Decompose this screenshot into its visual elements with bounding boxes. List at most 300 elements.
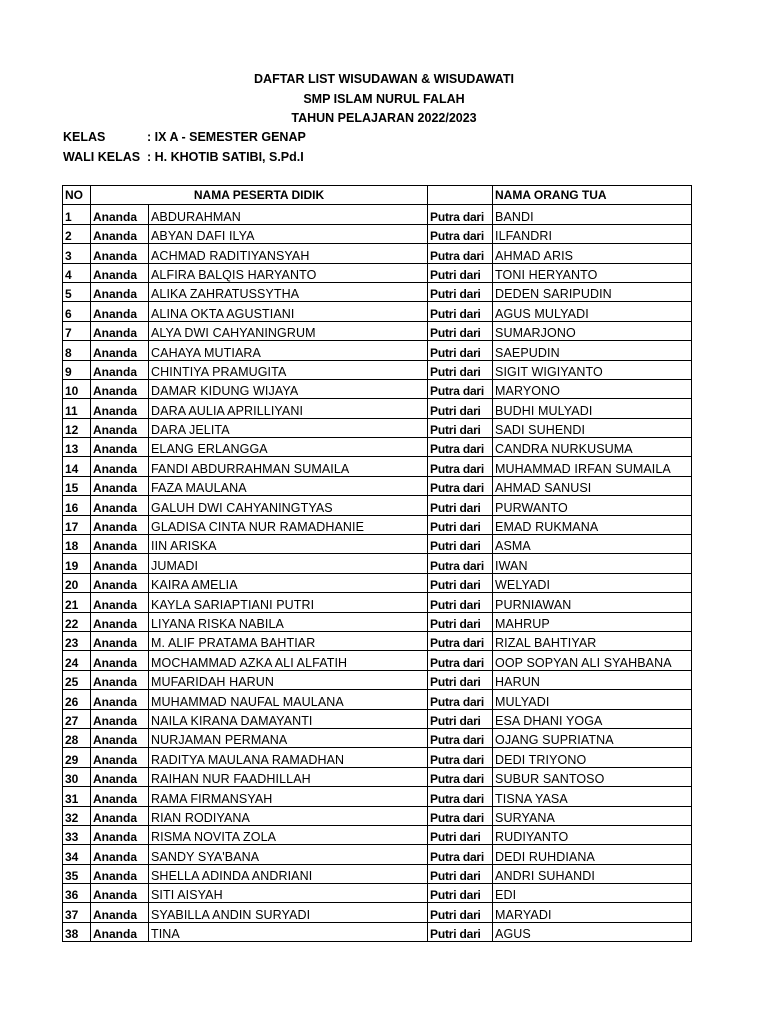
student-name: ALFIRA BALQIS HARYANTO [151, 267, 317, 282]
student-name-cell [149, 321, 428, 340]
parent-name: ANDRI SUHANDI [495, 869, 595, 884]
row-number-cell [63, 515, 91, 534]
student-name: JUMADI [151, 558, 199, 573]
relation-label-cell [428, 224, 493, 243]
row-number-cell [63, 825, 91, 844]
row-number-cell [63, 379, 91, 398]
parent-name-cell [493, 787, 692, 806]
relation-label-cell [428, 302, 493, 321]
parent-name: PURWANTO [495, 500, 568, 515]
header-relation [428, 186, 493, 205]
parent-name-cell [493, 457, 692, 476]
row-prefix: Ananda [93, 694, 138, 709]
relation-label: Putra dari [430, 558, 485, 573]
student-name: M. ALIF PRATAMA BAHTIAR [151, 636, 316, 651]
row-prefix: Ananda [93, 384, 138, 399]
row-prefix-cell [91, 728, 149, 747]
table-row [63, 903, 692, 922]
parent-name: BUDHI MULYADI [495, 403, 593, 418]
relation-label: Putri dari [430, 597, 481, 612]
parent-name-cell [493, 593, 692, 612]
row-number-cell [63, 845, 91, 864]
row-prefix: Ananda [93, 655, 138, 670]
row-number-cell [63, 263, 91, 282]
relation-label-cell [428, 651, 493, 670]
row-prefix-cell [91, 282, 149, 301]
parent-name-cell [493, 302, 692, 321]
row-number: 34 [65, 849, 79, 864]
parent-name-cell [493, 709, 692, 728]
relation-label-cell [428, 418, 493, 437]
student-name-cell [149, 554, 428, 573]
row-number: 10 [65, 384, 79, 399]
table-row [63, 922, 692, 941]
row-number-cell [63, 399, 91, 418]
row-prefix-cell [91, 360, 149, 379]
table-body [63, 205, 692, 942]
row-number: 28 [65, 733, 79, 748]
row-number: 17 [65, 520, 79, 535]
table-row [63, 438, 692, 457]
table-header-row [63, 186, 692, 205]
table-row [63, 709, 692, 728]
student-name: SYABILLA ANDIN SURYADI [151, 907, 311, 922]
class-row [63, 128, 306, 148]
parent-name: WELYADI [495, 578, 551, 593]
table-row [63, 612, 692, 631]
row-number: 27 [65, 713, 79, 728]
student-name-cell [149, 670, 428, 689]
row-prefix: Ananda [93, 849, 138, 864]
row-prefix-cell [91, 496, 149, 515]
row-prefix-cell [91, 767, 149, 786]
student-name: MUHAMMAD NAUFAL MAULANA [151, 694, 344, 709]
parent-name-cell [493, 515, 692, 534]
parent-name-cell [493, 379, 692, 398]
parent-name: TONI HERYANTO [495, 267, 598, 282]
row-number-cell [63, 864, 91, 883]
parent-name: HARUN [495, 675, 540, 690]
row-number: 33 [65, 830, 79, 845]
row-prefix: Ananda [93, 364, 138, 379]
row-prefix: Ananda [93, 326, 138, 341]
relation-label: Putri dari [430, 500, 481, 515]
table-row [63, 767, 692, 786]
relation-label: Putra dari [430, 481, 485, 496]
student-name: MUFARIDAH HARUN [151, 675, 275, 690]
document-title: DAFTAR LIST WISUDAWAN & WISUDAWATI [254, 72, 514, 86]
student-name: NAILA KIRANA DAMAYANTI [151, 713, 313, 728]
parent-name: OOP SOPYAN ALI SYAHBANA [495, 655, 672, 670]
student-name-cell [149, 360, 428, 379]
student-name-cell [149, 825, 428, 844]
relation-label: Putri dari [430, 267, 481, 282]
relation-label: Putra dari [430, 384, 485, 399]
parent-name: RUDIYANTO [495, 830, 569, 845]
row-number-cell [63, 728, 91, 747]
class-info [63, 128, 306, 167]
homeroom-teacher-label: WALI KELAS [63, 149, 141, 164]
parent-name: EMAD RUKMANA [495, 520, 599, 535]
parent-name: MAHRUP [495, 616, 550, 631]
parent-name-cell [493, 321, 692, 340]
row-prefix-cell [91, 864, 149, 883]
table-row [63, 205, 692, 224]
relation-label-cell [428, 205, 493, 224]
graduate-table [62, 185, 692, 942]
student-name: SITI AISYAH [151, 888, 223, 903]
row-number-cell [63, 651, 91, 670]
student-name-cell [149, 845, 428, 864]
parent-name: MARYADI [495, 907, 552, 922]
table-row [63, 476, 692, 495]
table-row [63, 457, 692, 476]
row-prefix-cell [91, 457, 149, 476]
parent-name-cell [493, 845, 692, 864]
relation-label: Putra dari [430, 229, 485, 244]
parent-name-cell [493, 573, 692, 592]
relation-label: Putra dari [430, 694, 485, 709]
row-prefix-cell [91, 535, 149, 554]
relation-label: Putra dari [430, 733, 485, 748]
relation-label-cell [428, 282, 493, 301]
parent-name-cell [493, 767, 692, 786]
row-prefix-cell [91, 205, 149, 224]
parent-name-cell [493, 806, 692, 825]
row-number-cell [63, 457, 91, 476]
row-prefix: Ananda [93, 500, 138, 515]
row-number: 11 [65, 403, 78, 418]
student-name-cell [149, 438, 428, 457]
row-number: 26 [65, 694, 79, 709]
relation-label-cell [428, 690, 493, 709]
parent-name: DEDI TRIYONO [495, 752, 587, 767]
row-number: 18 [65, 539, 79, 554]
row-prefix: Ananda [93, 209, 138, 224]
row-prefix-cell [91, 379, 149, 398]
row-number-cell [63, 767, 91, 786]
row-number-cell [63, 903, 91, 922]
relation-label: Putri dari [430, 326, 481, 341]
row-prefix-cell [91, 709, 149, 728]
homeroom-teacher-value: : H. KHOTIB SATIBI, S.Pd.I [147, 149, 304, 164]
student-name-cell [149, 263, 428, 282]
relation-label: Putri dari [430, 423, 481, 438]
parent-name: EDI [495, 888, 517, 903]
relation-label: Putra dari [430, 810, 485, 825]
relation-label-cell [428, 244, 493, 263]
relation-label: Putra dari [430, 248, 485, 263]
student-name-cell [149, 282, 428, 301]
row-number: 3 [65, 248, 72, 263]
row-prefix: Ananda [93, 287, 138, 302]
student-name-cell [149, 884, 428, 903]
relation-label: Putra dari [430, 791, 485, 806]
row-number: 38 [65, 927, 79, 942]
row-number-cell [63, 554, 91, 573]
relation-label-cell [428, 535, 493, 554]
row-prefix: Ananda [93, 423, 138, 438]
student-name-cell [149, 709, 428, 728]
table-row [63, 787, 692, 806]
row-prefix-cell [91, 845, 149, 864]
student-name-cell [149, 476, 428, 495]
table-row [63, 651, 692, 670]
class-value: : IX A - SEMESTER GENAP [147, 130, 306, 144]
relation-label-cell [428, 806, 493, 825]
student-name: DARA JELITA [151, 423, 230, 438]
parent-name-cell [493, 903, 692, 922]
relation-label-cell [428, 787, 493, 806]
row-prefix-cell [91, 922, 149, 941]
header-no: NO [63, 186, 91, 205]
relation-label-cell [428, 476, 493, 495]
student-name-cell [149, 767, 428, 786]
row-prefix: Ananda [93, 248, 138, 263]
row-number-cell [63, 496, 91, 515]
row-prefix: Ananda [93, 675, 138, 690]
row-number-cell [63, 205, 91, 224]
table-row [63, 825, 692, 844]
table-row [63, 573, 692, 592]
parent-name: IWAN [495, 558, 528, 573]
homeroom-teacher-row [63, 148, 306, 168]
row-prefix-cell [91, 399, 149, 418]
student-name: ALYA DWI CAHYANINGRUM [151, 326, 316, 341]
row-prefix-cell [91, 321, 149, 340]
student-name-cell [149, 535, 428, 554]
row-prefix: Ananda [93, 481, 138, 496]
row-number-cell [63, 302, 91, 321]
row-prefix: Ananda [93, 442, 138, 457]
row-prefix-cell [91, 651, 149, 670]
relation-label: Putri dari [430, 888, 481, 903]
parent-name-cell [493, 690, 692, 709]
student-name: ELANG ERLANGGA [151, 442, 268, 457]
student-name-cell [149, 457, 428, 476]
table-row [63, 554, 692, 573]
table-row [63, 282, 692, 301]
row-prefix: Ananda [93, 636, 138, 651]
row-prefix-cell [91, 690, 149, 709]
row-prefix: Ananda [93, 578, 138, 593]
student-name-cell [149, 302, 428, 321]
parent-name: AGUS [495, 927, 531, 942]
parent-name: SUMARJONO [495, 326, 576, 341]
row-number-cell [63, 360, 91, 379]
row-number: 15 [65, 481, 79, 496]
parent-name-cell [493, 438, 692, 457]
row-number: 8 [65, 345, 72, 360]
parent-name: AGUS MULYADI [495, 306, 589, 321]
row-number-cell [63, 709, 91, 728]
relation-label-cell [428, 612, 493, 631]
row-number: 35 [65, 869, 79, 884]
student-name-cell [149, 496, 428, 515]
student-name-cell [149, 593, 428, 612]
student-name-cell [149, 631, 428, 650]
relation-label: Putra dari [430, 655, 485, 670]
row-prefix-cell [91, 515, 149, 534]
row-prefix-cell [91, 244, 149, 263]
relation-label: Putri dari [430, 675, 481, 690]
parent-name-cell [493, 205, 692, 224]
table-row [63, 864, 692, 883]
row-number-cell [63, 341, 91, 360]
student-name-cell [149, 612, 428, 631]
parent-name: TISNA YASA [495, 791, 568, 806]
row-prefix: Ananda [93, 791, 138, 806]
relation-label-cell [428, 709, 493, 728]
parent-name-cell [493, 282, 692, 301]
student-name-cell [149, 244, 428, 263]
relation-label: Putra dari [430, 772, 485, 787]
relation-label: Putri dari [430, 907, 481, 922]
row-number-cell [63, 922, 91, 941]
parent-name: MULYADI [495, 694, 550, 709]
parent-name: BANDI [495, 209, 534, 224]
table-row [63, 360, 692, 379]
student-name-cell [149, 922, 428, 941]
parent-name-cell [493, 263, 692, 282]
student-name-cell [149, 573, 428, 592]
parent-name: SURYANA [495, 810, 555, 825]
student-name: CAHAYA MUTIARA [151, 345, 261, 360]
student-name: ALINA OKTA AGUSTIANI [151, 306, 295, 321]
student-name-cell [149, 224, 428, 243]
relation-label-cell [428, 573, 493, 592]
relation-label-cell [428, 457, 493, 476]
row-number: 23 [65, 636, 79, 651]
row-number: 20 [65, 578, 79, 593]
student-name-cell [149, 418, 428, 437]
table-row [63, 670, 692, 689]
table-row [63, 728, 692, 747]
table-row [63, 748, 692, 767]
parent-name-cell [493, 399, 692, 418]
relation-label-cell [428, 399, 493, 418]
parent-name-cell [493, 244, 692, 263]
relation-label-cell [428, 438, 493, 457]
parent-name: OJANG SUPRIATNA [495, 733, 614, 748]
table-row [63, 379, 692, 398]
table-row [63, 496, 692, 515]
row-number-cell [63, 690, 91, 709]
table-row [63, 631, 692, 650]
relation-label-cell [428, 864, 493, 883]
row-number: 6 [65, 306, 72, 321]
student-name-cell [149, 690, 428, 709]
student-name-cell [149, 379, 428, 398]
student-name: LIYANA RISKA NABILA [151, 616, 284, 631]
table-row [63, 884, 692, 903]
row-number: 21 [65, 597, 79, 612]
row-prefix: Ananda [93, 520, 138, 535]
row-number: 1 [65, 209, 72, 224]
parent-name-cell [493, 825, 692, 844]
relation-label-cell [428, 631, 493, 650]
student-name: ABYAN DAFI ILYA [151, 229, 255, 244]
student-name: TINA [151, 927, 180, 942]
relation-label: Putra dari [430, 209, 485, 224]
row-prefix-cell [91, 903, 149, 922]
row-prefix-cell [91, 341, 149, 360]
student-name-cell [149, 399, 428, 418]
parent-name: ESA DHANI YOGA [495, 713, 603, 728]
row-number: 16 [65, 500, 79, 515]
table-row [63, 399, 692, 418]
relation-label-cell [428, 845, 493, 864]
row-prefix: Ananda [93, 927, 138, 942]
table-row [63, 593, 692, 612]
row-prefix-cell [91, 554, 149, 573]
parent-name: CANDRA NURKUSUMA [495, 442, 633, 457]
relation-label: Putra dari [430, 636, 485, 651]
relation-label: Putri dari [430, 616, 481, 631]
row-number-cell [63, 224, 91, 243]
table-row [63, 224, 692, 243]
row-prefix-cell [91, 825, 149, 844]
parent-name-cell [493, 341, 692, 360]
row-prefix-cell [91, 224, 149, 243]
parent-name: MUHAMMAD IRFAN SUMAILA [495, 461, 671, 476]
student-name: CHINTIYA PRAMUGITA [151, 364, 287, 379]
school-name: SMP ISLAM NURUL FALAH [303, 91, 465, 106]
student-name: NURJAMAN PERMANA [151, 733, 288, 748]
student-name-cell [149, 341, 428, 360]
parent-name-cell [493, 418, 692, 437]
row-prefix: Ananda [93, 616, 138, 631]
parent-name-cell [493, 496, 692, 515]
row-prefix: Ananda [93, 306, 138, 321]
table-row [63, 845, 692, 864]
student-name-cell [149, 787, 428, 806]
row-number-cell [63, 244, 91, 263]
row-prefix: Ananda [93, 888, 138, 903]
parent-name-cell [493, 884, 692, 903]
parent-name: PURNIAWAN [495, 597, 572, 612]
row-prefix: Ananda [93, 597, 138, 612]
row-prefix: Ananda [93, 733, 138, 748]
header-student-name: NAMA PESERTA DIDIK [91, 186, 428, 205]
row-number: 9 [65, 364, 72, 379]
row-number-cell [63, 612, 91, 631]
parent-name-cell [493, 224, 692, 243]
relation-label: Putri dari [430, 869, 481, 884]
row-prefix-cell [91, 573, 149, 592]
parent-name-cell [493, 360, 692, 379]
row-number-cell [63, 631, 91, 650]
row-number-cell [63, 418, 91, 437]
parent-name-cell [493, 631, 692, 650]
parent-name: SIGIT WIGIYANTO [495, 364, 603, 379]
relation-label: Putri dari [430, 578, 481, 593]
parent-name: ASMA [495, 539, 531, 554]
row-prefix-cell [91, 612, 149, 631]
row-number: 14 [65, 461, 79, 476]
parent-name-cell [493, 748, 692, 767]
relation-label: Putri dari [430, 287, 481, 302]
row-prefix: Ananda [93, 345, 138, 360]
row-prefix: Ananda [93, 403, 138, 418]
parent-name-cell [493, 864, 692, 883]
row-prefix: Ananda [93, 810, 138, 825]
row-prefix: Ananda [93, 907, 138, 922]
row-number-cell [63, 787, 91, 806]
student-name-cell [149, 515, 428, 534]
row-number-cell [63, 321, 91, 340]
relation-label-cell [428, 496, 493, 515]
